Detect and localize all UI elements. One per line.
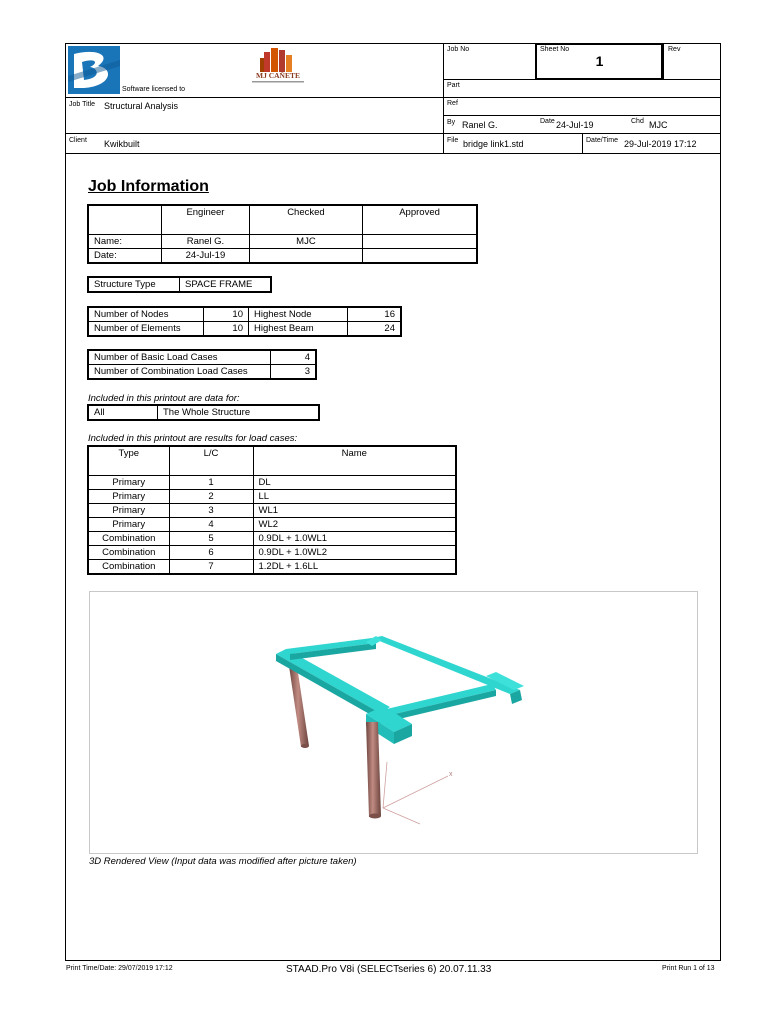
engineer-name: Ranel G.: [162, 235, 250, 249]
rev-label: Rev: [668, 46, 681, 53]
table-row: [88, 560, 456, 575]
structure-type-table: [87, 276, 272, 293]
part-label: Part: [447, 82, 460, 89]
engineer-header: Engineer: [162, 205, 250, 235]
date-row-label: Date:: [88, 249, 162, 264]
lc-number: 1: [169, 476, 253, 490]
checked-header: Checked: [249, 205, 362, 235]
lc-number: 7: [169, 560, 253, 575]
column-back-left: [289, 666, 309, 748]
datetime-label: Date/Time: [586, 137, 619, 144]
client-label: Client: [69, 137, 87, 144]
by-value: Ranel G.: [462, 120, 498, 130]
job-title-label: Job Title: [69, 101, 96, 108]
lc-name: 0.9DL + 1.0WL2: [253, 546, 456, 560]
axis-x-label: x: [449, 771, 453, 778]
lc-type: Combination: [88, 546, 169, 560]
num-elements-label: Number of Elements: [88, 322, 204, 337]
footer-print-time: Print Time/Date: 29/07/2019 17:12: [66, 965, 173, 972]
data-all: All: [88, 405, 158, 420]
lc-type: Primary: [88, 476, 169, 490]
num-nodes-label: Number of Nodes: [88, 307, 204, 322]
num-elements-value: 10: [204, 322, 249, 337]
lc-name: WL2: [253, 518, 456, 532]
job-info-table: [87, 204, 478, 264]
lc-type: Primary: [88, 490, 169, 504]
highest-beam-value: 24: [348, 322, 402, 337]
lc-number: 4: [169, 518, 253, 532]
col-name-header: Name: [253, 446, 456, 476]
axis-triad: [383, 762, 448, 824]
header-divider: [443, 43, 444, 153]
combo-lc-value: 3: [271, 365, 317, 380]
job-info-corner: [88, 205, 162, 235]
results-label: Included in this printout are results for load cases:: [88, 433, 298, 444]
highest-node-label: Highest Node: [249, 307, 348, 322]
lc-type: Primary: [88, 504, 169, 518]
table-row: [88, 504, 456, 518]
column-front: [366, 722, 381, 819]
load-case-table: [87, 445, 457, 575]
lc-name: WL1: [253, 504, 456, 518]
lc-number: 5: [169, 532, 253, 546]
highest-node-value: 16: [348, 307, 402, 322]
structure-type-label: Structure Type: [88, 277, 180, 292]
footer-software: STAAD.Pro V8i (SELECTseries 6) 20.07.11.33: [286, 964, 492, 975]
lc-type: Combination: [88, 560, 169, 575]
ref-label: Ref: [447, 100, 458, 107]
basic-lc-label: Number of Basic Load Cases: [88, 350, 271, 365]
lc-number: 3: [169, 504, 253, 518]
engineer-date: 24-Jul-19: [162, 249, 250, 264]
file-label: File: [447, 137, 459, 144]
approved-header: Approved: [363, 205, 477, 235]
name-row-label: Name:: [88, 235, 162, 249]
highest-beam-label: Highest Beam: [249, 322, 348, 337]
lc-name: LL: [253, 490, 456, 504]
job-info-heading: Job Information: [88, 178, 209, 195]
approved-date: [363, 249, 477, 264]
render-view: [89, 591, 698, 854]
lc-name: DL: [253, 476, 456, 490]
company-logo-text: MJ CAÑETE: [256, 71, 300, 80]
data-for-table: [87, 404, 320, 421]
date-label: Date: [540, 118, 555, 125]
file-value: bridge link1.std: [463, 139, 524, 149]
by-label: By: [447, 119, 456, 126]
frame-3d-model: [90, 592, 697, 853]
combo-lc-label: Number of Combination Load Cases: [88, 365, 271, 380]
col-type-header: Type: [88, 446, 169, 476]
nodes-elements-table: [87, 306, 402, 337]
chd-label: Chd: [631, 118, 644, 125]
company-logo: [250, 46, 306, 86]
col-lc-header: L/C: [169, 446, 253, 476]
header-divider: [65, 153, 721, 154]
load-case-count-table: [87, 349, 317, 380]
table-row: [88, 532, 456, 546]
data-for-label: Included in this printout are data for:: [88, 393, 240, 404]
lc-number: 2: [169, 490, 253, 504]
checked-date: [249, 249, 362, 264]
table-row: [88, 518, 456, 532]
chd-value: MJC: [649, 120, 668, 130]
structure-type-value: SPACE FRAME: [180, 277, 272, 292]
basic-lc-value: 4: [271, 350, 317, 365]
client-value: Kwikbuilt: [104, 139, 140, 149]
lc-type: Primary: [88, 518, 169, 532]
date-value: 24-Jul-19: [556, 120, 594, 130]
software-licensed-label: Software licensed to: [122, 86, 186, 93]
table-row: [88, 490, 456, 504]
job-no-label: Job No: [447, 46, 470, 53]
data-whole-structure: The Whole Structure: [158, 405, 320, 420]
lc-number: 6: [169, 546, 253, 560]
header-divider: [65, 97, 721, 98]
header-divider: [582, 133, 583, 153]
job-title-value: Structural Analysis: [104, 101, 179, 111]
table-row: [88, 546, 456, 560]
header-divider: [65, 133, 721, 134]
bentley-logo: [68, 46, 120, 94]
approved-name: [363, 235, 477, 249]
datetime-value: 29-Jul-2019 17:12: [624, 139, 697, 149]
header-divider: [663, 43, 664, 79]
table-row: [88, 476, 456, 490]
lc-type: Combination: [88, 532, 169, 546]
sheet-no-value: 1: [595, 53, 604, 69]
sheet-no-label: Sheet No: [540, 46, 570, 53]
beam-frame: [276, 636, 524, 744]
lc-name: 0.9DL + 1.0WL1: [253, 532, 456, 546]
num-nodes-value: 10: [204, 307, 249, 322]
footer-print-run: Print Run 1 of 13: [662, 965, 715, 972]
checked-name: MJC: [249, 235, 362, 249]
render-caption: 3D Rendered View (Input data was modified after picture taken): [89, 856, 357, 867]
lc-name: 1.2DL + 1.6LL: [253, 560, 456, 575]
header-divider: [443, 115, 721, 116]
